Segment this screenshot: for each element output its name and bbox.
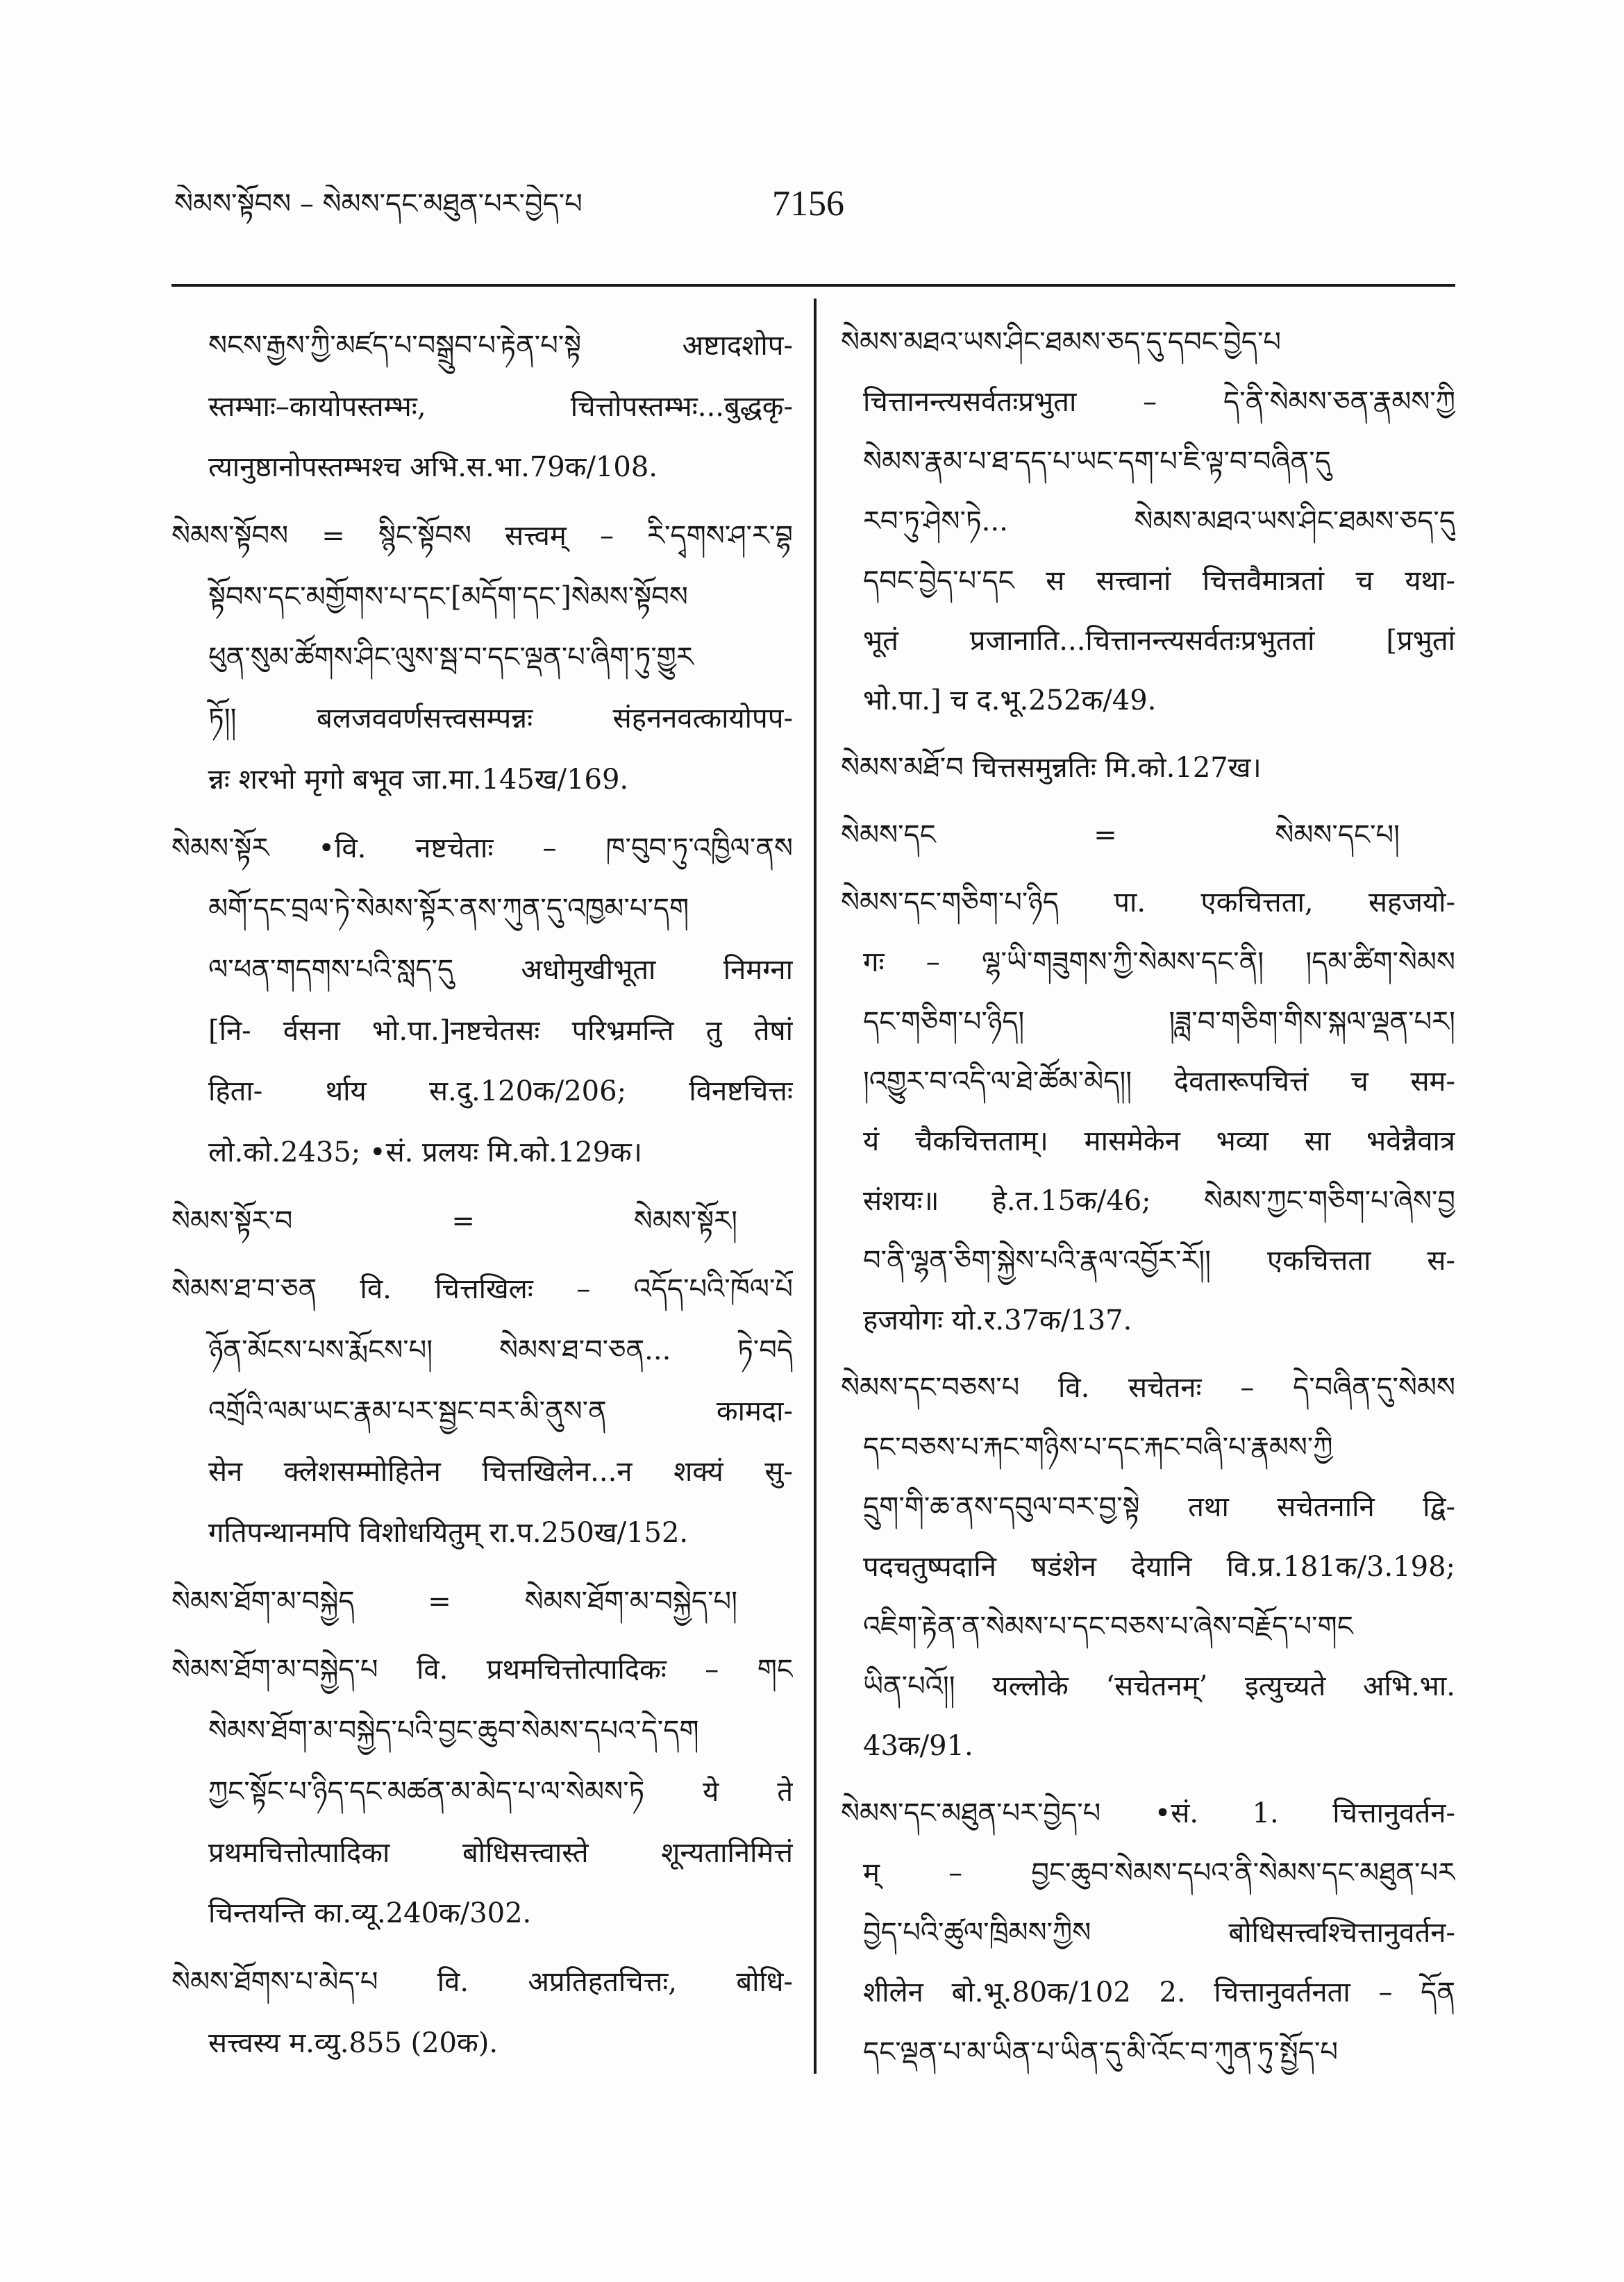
entry-line: [नि- र्वसना भो.पा.]नष्टचेतसः परिभ्रमन्ति तु तेषां [208, 1014, 793, 1047]
entry-line: ཉོན་མོངས་པས་རྨོངས་པ། སེམས་ཐ་བ་ཅན... ཏེ་བདེ [208, 1334, 793, 1366]
entry-headline: སེམས་མཐའ་ཡས་ཤིང་ཐམས་ཅད་དུ་དབང་བྱེད་པ [841, 326, 1281, 358]
entry-line: དྲུག་གི་ཆ་ནས་དབུལ་བར་བྱ་སྟེ तथा सचेतनानि द्वि- [863, 1491, 1455, 1523]
entry-line: पदचतुष्पदानि षडंशेन देयानि वि.प्र.181क/3.198; [863, 1551, 1455, 1583]
entry-line: चित्तानन्त्यसर्वतःप्रभुता – དེ་ནི་སེམས་ཅན་རྣམས་ཀྱི [863, 386, 1455, 418]
dictionary-entry [841, 873, 1455, 1350]
entry-line: ཏོ།། बलजववर्णसत्त्वसम्पन्नः संहननवत्कायोपप- [208, 703, 793, 735]
dictionary-entry [171, 819, 793, 1184]
dictionary-entry [841, 312, 1455, 730]
entry-line: ལ་ཕན་གདགས་པའི་སླད་དུ अधोमुखीभूता निमग्ना [208, 953, 793, 986]
entry-headline: སེམས་ཐོག་མ་བསྐྱེད་པ वि. प्रथमचित्तोत्पादिकः – གང [171, 1654, 793, 1686]
entry-line: དང་ལྡན་པ་མ་ཡིན་པ་ཡིན་དུ་མི་འོང་བ་ཀུན་ཏུ་སྤྱོད་པ [863, 2036, 1338, 2068]
entry-line: དབང་བྱེད་པ་དང स सत्त्वानां चित्तवैमात्रतां च यथा- [863, 565, 1455, 597]
entry-line: यं चैकचित्तताम्। मासमेकेन भव्या सा भवेन्नैवात्र [863, 1125, 1455, 1157]
dictionary-entry [171, 1952, 793, 2074]
dictionary-entry [171, 1191, 793, 1252]
entry-line: भो.पा.] च द.भू.252क/49. [863, 685, 1157, 716]
dictionary-entry [171, 316, 793, 498]
entry-line: ཀྱང་སྟོང་པ་ཉིད་དང་མཚན་མ་མེད་པ་ལ་སེམས་ཏེ ये ते [208, 1775, 793, 1808]
entry-line: སྟོབས་དང་མགྱོགས་པ་དང་[མདོག་དང་]སེམས་སྟོབས [208, 580, 688, 613]
header-rule [171, 284, 1455, 287]
entry-headline: སེམས་སྟོབས = སྙིང་སྟོབས सत्त्वम् – རི་དྭགས་ཤ་ར་བྷ [171, 520, 793, 553]
dictionary-entry [171, 1259, 793, 1563]
right-column [841, 312, 1455, 2145]
entry-headline: སེམས་དང་མཐུན་པར་བྱེད་པ •सं. 1. चित्तानुवर्तन- [841, 1797, 1455, 1829]
entry-line: །འགྱུར་བ་འདི་ལ་ཐེ་ཚོམ་མེད།། देवतारूपचित्तं च सम- [863, 1066, 1455, 1098]
entry-line: མགོ་དང་བྲལ་ཏེ་སེམས་སྟོར་ནས་ཀུན་དུ་འཁྱམ་པ་དག [208, 893, 689, 925]
entry-headline: སངས་རྒྱས་ཀྱི་མཛད་པ་བསྒྲུབ་པ་རྟེན་པ་སྟེ अष्टादशोप- [208, 330, 793, 362]
dictionary-entry [171, 1640, 793, 1944]
entry-line: सत्त्वस्य म.व्यु.855 (20क). [208, 2027, 499, 2059]
dictionary-entry [841, 805, 1455, 865]
entry-line: न्नः शरभो मृगो बभूव जा.मा.145ख/169. [208, 763, 629, 796]
entry-line: चिन्तयन्ति का.व्यू.240क/302. [208, 1897, 532, 1930]
entry-headline: སེམས་ཐོག་མ་བསྐྱེད = སེམས་ཐོག་མ་བསྐྱེད་པ། [171, 1585, 737, 1618]
entry-line: སེམས་རྣམ་པ་ཐ་དད་པ་ཡང་དག་པ་ཇི་ལྟ་བ་བཞིན་དུ [863, 446, 1331, 478]
entry-headline: སེམས་དང = སེམས་དང་པ། [841, 819, 1400, 851]
dictionary-entry [171, 506, 793, 810]
entry-headline: སེམས་སྟོར་བ = སེམས་སྟོར། [171, 1205, 737, 1237]
dictionary-entry [841, 1784, 1455, 2082]
entry-line: ཕུན་སུམ་ཚོགས་ཤིང་ལུས་སྦ་བ་དང་ལྡན་པ་ཞིག་ཏུ་གྱུར [208, 641, 694, 674]
entry-line: स्तम्भाः–कायोपस्तम्भः, चित्तोपस्तम्भः...बुद्धकृ- [208, 390, 793, 423]
entry-line: དང་བཅས་པ་རྐང་གཉིས་པ་དང་རྐང་བཞི་པ་རྣམས་ཀྱི [863, 1432, 1333, 1463]
entry-headline: སེམས་དང་གཅིག་པ་ཉིད पा. एकचित्तता, सहजयो- [841, 887, 1455, 918]
entry-line: हजयोगः यो.र.37क/137. [863, 1304, 1132, 1336]
entry-line: भूतं प्रजानाति...चित्तानन्त्यसर्वतःप्रभुततां [प्रभुतां [863, 625, 1455, 657]
entry-line: गतिपन्थानमपि विशोधयितुम् रा.प.250ख/152. [208, 1517, 689, 1550]
entry-line: 43क/91. [863, 1730, 973, 1762]
entry-line: शीलेन बो.भू.80क/102 2. चित्तानुवर्तनता – དོན [863, 1977, 1455, 2008]
entry-line: लो.को.2435; •सं. प्रलयः मि.को.129क। [208, 1136, 642, 1168]
entry-line: སེམས་ཐོག་མ་བསྐྱེད་པའི་བྱང་ཆུབ་སེམས་དཔའ་དེ་དག [208, 1715, 699, 1747]
left-column [171, 316, 793, 2121]
entry-line: བྱེད་པའི་ཚུལ་ཁྲིམས་ཀྱིས बोधिसत्त्वश्चित्तानुवर्तन- [863, 1917, 1455, 1949]
entry-headline: སེམས་སྟོར •वि. नष्टचेताः – ཁ་བུབ་ཏུ་འཁྱིལ་ནས [171, 832, 793, 864]
page-number: 7156 [772, 184, 844, 224]
dictionary-entry [841, 1358, 1455, 1776]
entry-line: རབ་ཏུ་ཤེས་ཏེ... སེམས་མཐའ་ཡས་ཤིང་ཐམས་ཅད་དུ [863, 505, 1455, 537]
entry-line: म् – བྱང་ཆུབ་སེམས་དཔའ་ནི་སེམས་དང་མཐུན་པར [863, 1857, 1455, 1889]
entry-line: संशयः॥ हे.त.15क/46; སེམས་ཀྱང་གཅིག་པ་ཞེས་བྱ [863, 1185, 1455, 1217]
entry-headline: སེམས་དང་བཅས་པ वि. सचेतनः – དེ་བཞིན་དུ་སེམས [841, 1372, 1455, 1404]
entry-headline: སེམས་མཐོ་བ चित्तसमुन्नतिः मि.को.127ख। [841, 752, 1262, 784]
dictionary-entry [841, 738, 1455, 798]
running-head: སེམས་སྟོབས – སེམས་དང་མཐུན་པར་བྱེད་པ [174, 188, 583, 220]
entry-line: འགྲོའི་ལམ་ཡང་རྣམ་པར་སྦྱང་བར་མི་ནུས་ན कामदा- [208, 1395, 793, 1427]
entry-line: त्यानुष्ठानोपस्तम्भश्च अभि.स.भा.79क/108. [208, 451, 658, 484]
dictionary-entry [171, 1572, 793, 1633]
entry-line: गः – ལྷ་ཡི་གཟུགས་ཀྱི་སེམས་དང་ནི། །དམ་ཚིག་སེམས [863, 946, 1455, 978]
entry-line: हिता- र्थाय स.दु.120क/206; विनष्टचित्तः [208, 1075, 793, 1108]
entry-line: प्रथमचित्तोत्पादिका बोधिसत्त्वास्ते शून्यतानिमित्तं [208, 1836, 793, 1869]
entry-headline: སེམས་ཐོགས་པ་མེད་པ वि. अप्रतिहतचित्तः, बोधि- [171, 1965, 793, 1998]
entry-line: ཡིན་པའོ།། यल्लोके ‘सचेतनम्’ इत्युच्यते अभि.भा. [863, 1670, 1455, 1702]
entry-line: བ་ནི་ལྷན་ཅིག་སྐྱེས་པའི་རྣལ་འབྱོར་རོ།། एकचित्तता स- [863, 1245, 1455, 1277]
entry-line: सेन क्लेशसम्मोहितेन चित्तखिलेन...न शक्यं सु- [208, 1456, 793, 1488]
entry-headline: སེམས་ཐ་བ་ཅན वि. चित्तखिलः – འདོད་པའི་ཁོལ་པོ [171, 1273, 793, 1306]
entry-line: འཇིག་རྟེན་ན་སེམས་པ་དང་བཅས་པ་ཞེས་བརྗོད་པ་གང [863, 1611, 1353, 1643]
entry-line: དང་གཅིག་པ་ཉིད། །ཟླ་བ་གཅིག་གིས་སྐལ་ལྡན་པར། [863, 1006, 1455, 1038]
column-divider [814, 299, 817, 2074]
